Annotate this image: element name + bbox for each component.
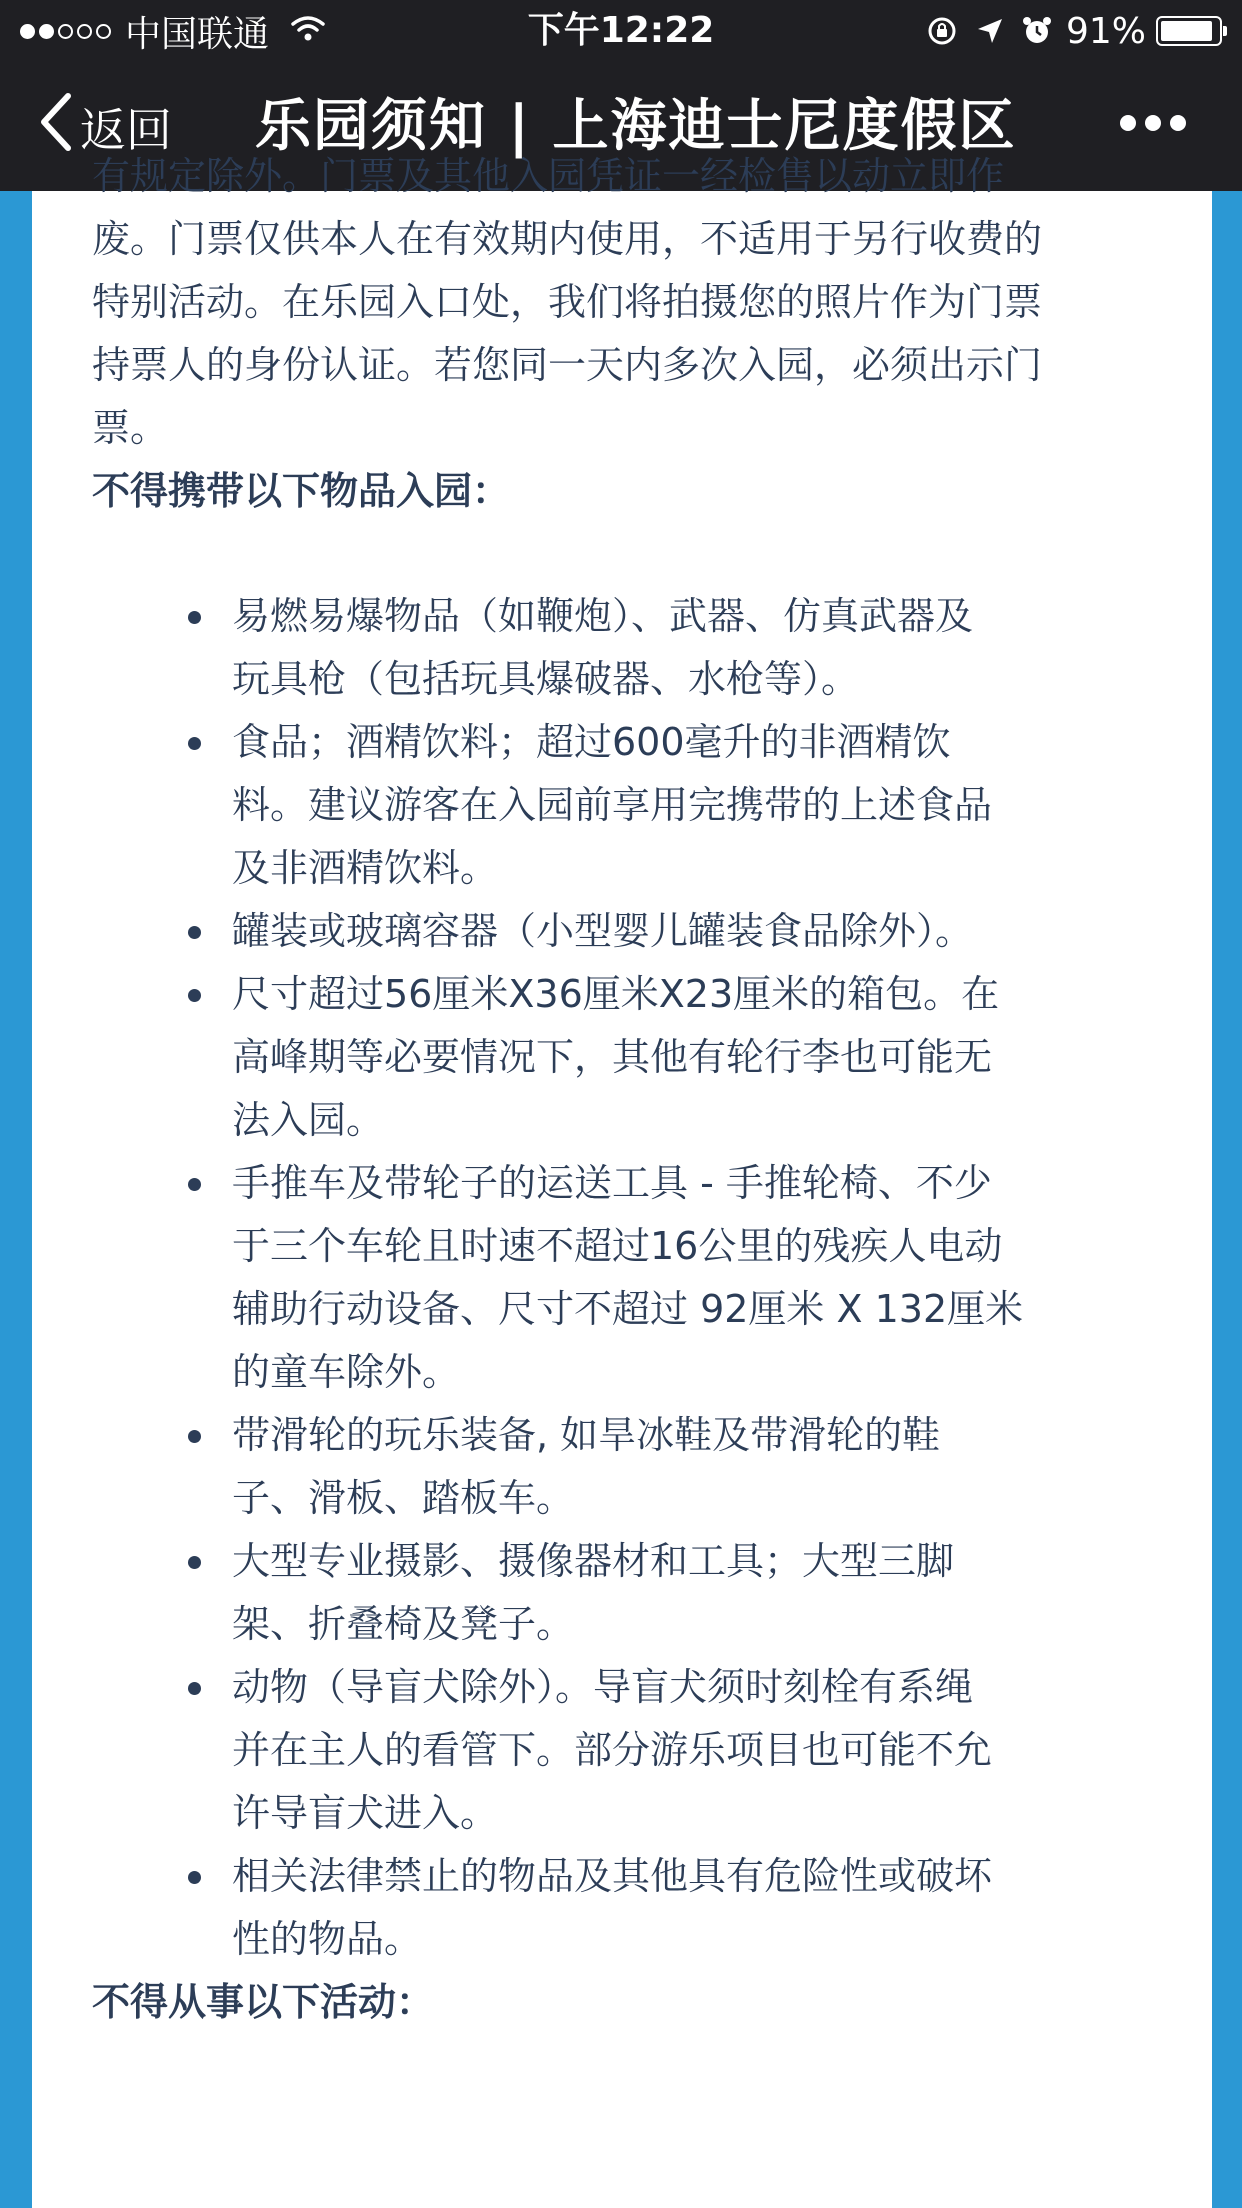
intro-line: 特别活动。在乐园入口处，我们将拍摄您的照片作为门票 bbox=[92, 280, 1043, 324]
list-item-line: 并在主人的看管下。部分游乐项目也可能不允 bbox=[232, 1728, 993, 1772]
list-item-line: 法入园。 bbox=[232, 1098, 385, 1142]
list-item-line: 于三个车轮且时速不超过16公里的残疾人电动 bbox=[232, 1224, 1003, 1268]
list-item-line: 玩具枪（包括玩具爆破器、水枪等）。 bbox=[232, 657, 860, 701]
battery-icon bbox=[1156, 16, 1222, 46]
bullet-icon bbox=[188, 1556, 201, 1569]
list-item bbox=[92, 1656, 1172, 1845]
chevron-left-icon bbox=[38, 92, 80, 163]
content-card bbox=[32, 154, 1212, 2208]
list-item-line: 手推车及带轮子的运送工具 - 手推轮椅、不少 bbox=[232, 1161, 992, 1205]
list-item-line: 食品；酒精饮料；超过600毫升的非酒精饮 bbox=[232, 720, 951, 764]
more-dots-icon bbox=[1111, 115, 1186, 131]
status-time: 下午12:22 bbox=[527, 10, 715, 51]
bullet-icon bbox=[188, 1682, 201, 1695]
list-item bbox=[92, 900, 1172, 963]
more-options-button[interactable] bbox=[1111, 115, 1186, 131]
list-item bbox=[92, 711, 1172, 900]
list-item-line: 性的物品。 bbox=[232, 1917, 423, 1961]
intro-line: 票。 bbox=[92, 406, 169, 450]
list-item-line: 的童车除外。 bbox=[232, 1350, 461, 1394]
list-item bbox=[92, 1404, 1172, 1530]
intro-line: 废。门票仅供本人在有效期内使用，不适用于另行收费的 bbox=[92, 217, 1043, 261]
location-arrow-icon bbox=[976, 17, 1004, 45]
list-item bbox=[92, 963, 1172, 1152]
intro-paragraph bbox=[92, 145, 1172, 460]
list-item-line: 带滑轮的玩乐装备, 如旱冰鞋及带滑轮的鞋 bbox=[232, 1413, 941, 1457]
list-item-line: 子、滑板、踏板车。 bbox=[232, 1476, 575, 1520]
list-item bbox=[92, 1152, 1172, 1404]
bullet-icon bbox=[188, 737, 201, 750]
list-item bbox=[92, 1530, 1172, 1656]
list-item-line: 架、折叠椅及凳子。 bbox=[232, 1602, 575, 1646]
intro-line: 持票人的身份认证。若您同一天内多次入园，必须出示门 bbox=[92, 343, 1043, 387]
content-body bbox=[92, 145, 1172, 2034]
prohibited-items-heading: 不得携带以下物品入园： bbox=[92, 469, 511, 513]
bullet-icon bbox=[188, 1178, 201, 1191]
list-item bbox=[92, 585, 1172, 711]
list-item-line: 罐装或玻璃容器（小型婴儿罐装食品除外）。 bbox=[232, 909, 974, 953]
list-item-line: 及非酒精饮料。 bbox=[232, 846, 499, 890]
list-item-line: 大型专业摄影、摄像器材和工具；大型三脚 bbox=[232, 1539, 955, 1583]
list-item-line: 料。建议游客在入园前享用完携带的上述食品 bbox=[232, 783, 993, 827]
bullet-icon bbox=[188, 989, 201, 1002]
back-label: 返回 bbox=[80, 103, 172, 157]
list-item-line: 尺寸超过56厘米X36厘米X23厘米的箱包。在 bbox=[232, 972, 1000, 1016]
bullet-icon bbox=[188, 611, 201, 624]
carrier-name: 中国联通 bbox=[125, 13, 270, 55]
bullet-icon bbox=[188, 1871, 201, 1884]
bullet-icon bbox=[188, 1430, 201, 1443]
list-item-line: 辅助行动设备、尺寸不超过 92厘米 X 132厘米 bbox=[232, 1287, 1024, 1331]
battery-percent: 91% bbox=[1065, 10, 1146, 52]
status-right bbox=[908, 8, 1222, 54]
list-item-line: 相关法律禁止的物品及其他具有危险性或破坏 bbox=[232, 1854, 993, 1898]
prohibited-items-list bbox=[92, 585, 1172, 1971]
list-item bbox=[92, 1845, 1172, 1971]
battery-fill bbox=[1161, 21, 1212, 41]
list-item-line: 易燃易爆物品（如鞭炮）、武器、仿真武器及 bbox=[232, 594, 974, 638]
prohibited-activities-heading: 不得从事以下活动： bbox=[92, 1980, 435, 2024]
rotation-lock-icon bbox=[926, 15, 958, 47]
intro-line: 有规定除外。门票及其他入园凭证一经检售以动立即作 bbox=[92, 154, 1005, 198]
page-title: 乐园须知 | 上海迪士尼度假区 bbox=[255, 94, 1017, 159]
alarm-clock-icon bbox=[1022, 16, 1052, 46]
list-item-line: 高峰期等必要情况下，其他有轮行李也可能无 bbox=[232, 1035, 993, 1079]
status-bar bbox=[0, 0, 1242, 63]
list-item-line: 动物（导盲犬除外）。导盲犬须时刻栓有系绳 bbox=[232, 1665, 974, 1709]
list-item-line: 许导盲犬进入。 bbox=[232, 1791, 499, 1835]
bullet-icon bbox=[188, 926, 201, 939]
